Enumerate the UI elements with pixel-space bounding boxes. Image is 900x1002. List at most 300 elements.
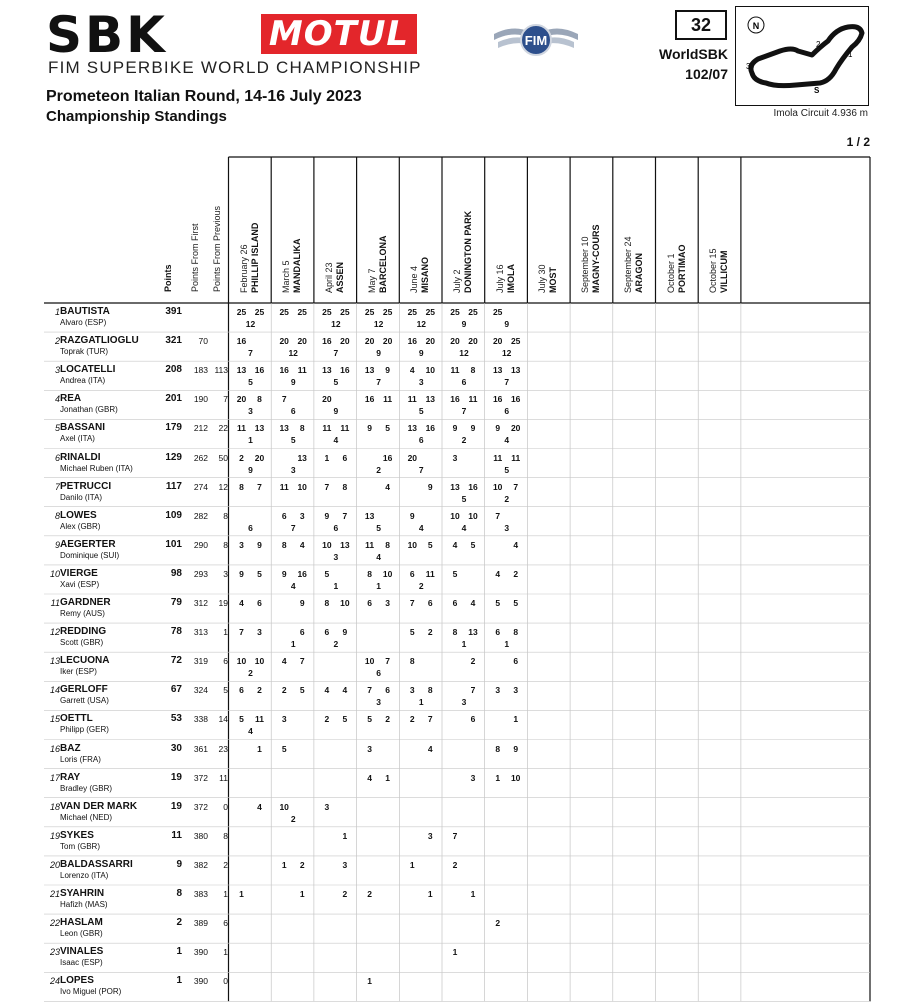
race-result-cell xyxy=(314,332,356,361)
race1-points: 2 xyxy=(239,452,244,463)
superpole-race-points: 6 xyxy=(290,406,296,417)
race1-points: 7 xyxy=(409,598,415,608)
race2-points: 11 xyxy=(340,423,350,434)
event-header xyxy=(239,223,261,293)
points-from-first: 372 xyxy=(193,801,208,812)
table-row xyxy=(46,390,226,419)
points-from-previous: 6 xyxy=(223,656,228,667)
series-name: WorldSBK xyxy=(659,46,728,62)
race1-points: 16 xyxy=(364,394,375,405)
race1-points: 6 xyxy=(239,685,244,696)
points-from-first: 262 xyxy=(193,452,208,463)
race1-points: 13 xyxy=(279,423,289,434)
race-result-cell xyxy=(357,419,399,448)
event-venue: PHILLIP ISLAND xyxy=(249,222,260,293)
race2-points: 10 xyxy=(510,772,521,783)
race2-points: 1 xyxy=(257,743,262,754)
points-from-previous: 113 xyxy=(214,365,228,376)
race2-points: 8 xyxy=(385,539,390,550)
race2-points: 6 xyxy=(470,714,476,725)
race2-points: 25 xyxy=(468,307,478,317)
points-from-first: 382 xyxy=(193,859,208,870)
race-result-cell xyxy=(442,856,484,885)
race1-points: 16 xyxy=(492,394,503,405)
race1-points: 1 xyxy=(281,859,287,870)
race2-points: 3 xyxy=(299,510,305,521)
superpole-race-points: 9 xyxy=(376,348,381,359)
race-result-cell xyxy=(229,332,271,361)
superpole-race-points: 4 xyxy=(418,522,424,533)
rider-position: 23 xyxy=(50,947,61,958)
event-venue: MANDALIKA xyxy=(292,238,303,293)
points-from-first: 312 xyxy=(193,598,208,608)
race1-points: 3 xyxy=(409,685,415,696)
rider-points: 101 xyxy=(165,538,182,550)
race1-points: 16 xyxy=(407,336,418,347)
race-result-cell xyxy=(442,449,484,478)
race1-points: 10 xyxy=(407,539,418,550)
track-map xyxy=(735,6,869,106)
rider-surname: BAZ xyxy=(60,742,81,754)
race2-points: 8 xyxy=(427,685,433,696)
race2-points: 7 xyxy=(513,481,519,492)
rider-position: 20 xyxy=(50,859,61,870)
rider-firstname-nation: Philipp (GER) xyxy=(60,725,109,735)
event-date: March 5 xyxy=(281,260,292,293)
race-result-cell xyxy=(314,361,356,390)
race1-points: 20 xyxy=(407,452,418,463)
superpole-race-points: 12 xyxy=(245,319,256,329)
race-result-cell xyxy=(314,507,356,536)
superpole-race-points: 12 xyxy=(331,319,341,329)
rider-position: 17 xyxy=(50,772,61,783)
race-result-cell xyxy=(314,856,356,885)
race-result-cell xyxy=(442,565,484,594)
race1-points: 3 xyxy=(367,743,372,754)
race-result-cell xyxy=(442,710,484,739)
race2-points: 9 xyxy=(513,743,519,754)
points-from-previous: 8 xyxy=(223,539,228,550)
race2-points: 4 xyxy=(427,743,433,754)
race-result-cell xyxy=(442,914,484,943)
race-result-cell xyxy=(357,565,399,594)
race-result-cell xyxy=(229,536,271,565)
rider-firstname-nation: Andrea (ITA) xyxy=(60,376,106,386)
race1-points: 7 xyxy=(367,685,372,696)
race-result-cell xyxy=(399,710,441,739)
points-from-first: 390 xyxy=(193,976,208,987)
race-result-cell xyxy=(485,507,527,536)
race2-points: 13 xyxy=(468,627,478,638)
race-result-cell xyxy=(314,710,356,739)
race-result-cell xyxy=(271,303,313,332)
race-result-cell xyxy=(357,594,399,623)
race2-points: 10 xyxy=(297,481,307,492)
race-result-cell xyxy=(485,681,527,710)
superpole-race-points: 7 xyxy=(461,406,467,417)
race-result-cell xyxy=(229,303,271,332)
event-date: September 24 xyxy=(622,236,633,293)
race-result-cell xyxy=(271,507,313,536)
superpole-race-points: 5 xyxy=(418,406,424,417)
race-result-cell xyxy=(442,943,484,972)
race-result-cell xyxy=(399,972,441,1001)
race-result-cell xyxy=(357,710,399,739)
race-result-cell xyxy=(442,594,484,623)
rider-firstname-nation: Garrett (USA) xyxy=(60,696,109,706)
event-venue: VILLICUM xyxy=(719,250,730,293)
race-result-cell xyxy=(271,914,313,943)
race1-points: 13 xyxy=(407,423,418,434)
table-row xyxy=(46,798,226,827)
page-number: 1 / 2 xyxy=(846,135,870,149)
rider-firstname-nation: Michael (NED) xyxy=(60,812,113,822)
race2-points: 1 xyxy=(342,830,348,841)
race2-points: 20 xyxy=(297,336,307,347)
rider-surname: VAN DER MARK xyxy=(60,800,138,812)
race-result-cell xyxy=(357,798,399,827)
race-result-cell xyxy=(229,507,271,536)
superpole-race-points: 6 xyxy=(376,668,381,679)
race-result-cell xyxy=(357,914,399,943)
superpole-race-points: 12 xyxy=(373,319,384,329)
points-from-first: 290 xyxy=(193,539,208,550)
rider-points: 19 xyxy=(170,800,182,812)
race1-points: 16 xyxy=(236,336,247,347)
race-result-cell xyxy=(271,361,313,390)
race-result-cell xyxy=(442,390,484,419)
sbk-logo-text: SBK xyxy=(46,6,168,64)
race-result-cell xyxy=(357,478,399,507)
document-number: 102/07 xyxy=(685,66,728,82)
superpole-race-points: 4 xyxy=(461,522,467,533)
rider-position: 16 xyxy=(50,743,61,754)
race-result-cell xyxy=(399,652,441,681)
points-from-first: 190 xyxy=(193,394,208,405)
race2-points: 1 xyxy=(427,889,433,899)
race-result-cell xyxy=(399,419,441,448)
superpole-race-points: 2 xyxy=(418,580,424,591)
race-result-cell xyxy=(485,798,527,827)
rider-surname: REA xyxy=(60,393,82,405)
rider-firstname-nation: Loris (FRA) xyxy=(60,754,101,764)
race2-points: 5 xyxy=(470,539,476,550)
event-venue: MAGNY-COURS xyxy=(591,224,602,293)
round-number: 32 xyxy=(675,10,727,40)
table-row xyxy=(46,478,226,507)
race1-points: 7 xyxy=(281,394,287,405)
race1-points: 6 xyxy=(281,510,287,521)
race-result-cell xyxy=(314,303,356,332)
points-from-previous: 8 xyxy=(223,510,228,521)
race-result-cell xyxy=(229,594,271,623)
points-from-first: 383 xyxy=(193,889,208,899)
superpole-race-points: 5 xyxy=(333,377,339,388)
race2-points: 25 xyxy=(425,307,436,317)
rider-firstname-nation: Leon (GBR) xyxy=(60,929,103,939)
race1-points: 4 xyxy=(239,598,244,608)
race2-points: 5 xyxy=(257,568,262,579)
race-result-cell xyxy=(357,885,399,914)
table-row xyxy=(46,943,226,972)
race1-points: 9 xyxy=(495,423,501,434)
race2-points: 16 xyxy=(340,365,350,376)
race1-points: 25 xyxy=(236,307,247,317)
race-result-cell xyxy=(229,681,271,710)
race-result-cell xyxy=(357,390,399,419)
race-result-cell xyxy=(271,943,313,972)
race2-points: 2 xyxy=(427,627,433,638)
race-result-cell xyxy=(399,478,441,507)
race-result-cell xyxy=(485,536,527,565)
race2-points: 9 xyxy=(342,627,348,638)
superpole-race-points: 6 xyxy=(418,435,424,446)
rider-surname: VIERGE xyxy=(60,567,98,579)
race2-points: 20 xyxy=(382,336,393,347)
race-result-cell xyxy=(271,710,313,739)
race1-points: 4 xyxy=(409,365,415,376)
superpole-race-points: 3 xyxy=(248,406,253,417)
race-result-cell xyxy=(399,885,441,914)
rider-points: 19 xyxy=(170,771,182,783)
race2-points: 1 xyxy=(470,889,476,899)
race1-points: 5 xyxy=(281,743,287,754)
rider-position: 21 xyxy=(50,889,61,899)
race-result-cell xyxy=(314,769,356,798)
race1-points: 13 xyxy=(322,365,332,376)
race1-points: 1 xyxy=(452,947,458,958)
race1-points: 8 xyxy=(367,568,372,579)
superpole-race-points: 6 xyxy=(504,406,510,417)
race1-points: 3 xyxy=(452,452,458,463)
rider-position: 10 xyxy=(50,568,61,579)
race1-points: 2 xyxy=(367,889,372,899)
fim-logo-icon xyxy=(490,20,582,60)
race1-points: 8 xyxy=(239,481,244,492)
superpole-race-points: 6 xyxy=(333,522,339,533)
rider-position: 18 xyxy=(50,801,61,812)
race2-points: 2 xyxy=(470,656,476,667)
race1-points: 11 xyxy=(322,423,332,434)
race-result-cell xyxy=(357,303,399,332)
race2-points: 10 xyxy=(254,656,265,667)
table-row xyxy=(46,740,226,769)
race1-points: 10 xyxy=(364,656,375,667)
points-from-first: 70 xyxy=(198,336,208,347)
superpole-race-points: 3 xyxy=(333,551,339,562)
race2-points: 5 xyxy=(342,714,348,725)
race2-points: 25 xyxy=(254,307,265,317)
race-result-cell xyxy=(357,623,399,652)
race-result-cell xyxy=(314,827,356,856)
table-row xyxy=(46,827,226,856)
race1-points: 4 xyxy=(367,772,372,783)
table-row xyxy=(46,332,226,361)
race-result-cell xyxy=(485,914,527,943)
race-result-cell xyxy=(314,623,356,652)
race-result-cell xyxy=(442,740,484,769)
race1-points: 5 xyxy=(324,568,330,579)
rider-firstname-nation: Danilo (ITA) xyxy=(60,492,103,502)
race2-points: 13 xyxy=(340,539,350,550)
rider-firstname-nation: Dominique (SUI) xyxy=(60,550,120,560)
race-result-cell xyxy=(399,623,441,652)
race1-points: 1 xyxy=(495,772,501,783)
race-result-cell xyxy=(271,332,313,361)
race-result-cell xyxy=(314,390,356,419)
superpole-race-points: 7 xyxy=(504,377,510,388)
event-header xyxy=(409,257,431,293)
race2-points: 6 xyxy=(513,656,519,667)
superpole-race-points: 3 xyxy=(418,377,424,388)
race2-points: 2 xyxy=(342,889,348,899)
race-result-cell xyxy=(314,419,356,448)
rider-position: 15 xyxy=(50,714,61,725)
race-result-cell xyxy=(314,681,356,710)
race1-points: 11 xyxy=(237,423,246,434)
event-date: July 2 xyxy=(452,269,462,293)
race-result-cell xyxy=(485,943,527,972)
superpole-race-points: 1 xyxy=(461,639,467,650)
race2-points: 8 xyxy=(513,627,519,638)
race1-points: 13 xyxy=(450,481,460,492)
rider-points: 78 xyxy=(170,626,182,638)
rider-position: 3 xyxy=(54,365,60,376)
race-result-cell xyxy=(442,681,484,710)
superpole-race-points: 3 xyxy=(290,464,296,475)
race-result-cell xyxy=(271,652,313,681)
race-result-cell xyxy=(485,710,527,739)
points-from-previous: 14 xyxy=(218,714,228,725)
event-header xyxy=(281,239,303,294)
race2-points: 6 xyxy=(427,598,433,608)
rider-points: 9 xyxy=(176,858,182,870)
race-result-cell xyxy=(442,361,484,390)
race-result-cell xyxy=(357,507,399,536)
race2-points: 25 xyxy=(297,307,307,317)
race1-points: 9 xyxy=(409,510,415,521)
superpole-race-points: 2 xyxy=(290,813,296,824)
race-result-cell xyxy=(271,769,313,798)
race2-points: 11 xyxy=(468,394,478,405)
race-result-cell xyxy=(314,449,356,478)
race1-points: 10 xyxy=(279,801,289,812)
race-result-cell xyxy=(229,769,271,798)
rider-surname: AEGERTER xyxy=(60,538,116,550)
event-header xyxy=(623,236,645,293)
race-result-cell xyxy=(442,827,484,856)
superpole-race-points: 6 xyxy=(248,522,253,533)
superpole-race-points: 1 xyxy=(333,580,339,591)
race2-points: 10 xyxy=(382,568,393,579)
race-result-cell xyxy=(442,798,484,827)
race-result-cell xyxy=(357,681,399,710)
rider-position: 7 xyxy=(54,481,60,492)
race1-points: 6 xyxy=(324,627,330,638)
points-from-previous: 1 xyxy=(223,947,228,958)
race2-points: 10 xyxy=(468,510,478,521)
race1-points: 10 xyxy=(492,481,503,492)
event-venue: MISANO xyxy=(420,257,431,293)
points-from-previous: 0 xyxy=(223,801,228,812)
race2-points: 7 xyxy=(385,656,390,667)
race-result-cell xyxy=(229,972,271,1001)
table-row xyxy=(46,303,226,332)
race-result-cell xyxy=(485,390,527,419)
race2-points: 4 xyxy=(257,801,262,812)
start-label: S xyxy=(814,86,820,95)
race-result-cell xyxy=(271,623,313,652)
race2-points: 16 xyxy=(510,394,521,405)
race-result-cell xyxy=(229,740,271,769)
points-from-previous: 19 xyxy=(218,598,228,608)
race-result-cell xyxy=(357,856,399,885)
rider-points: 321 xyxy=(165,335,182,347)
table-row xyxy=(46,507,226,536)
rider-surname: SYKES xyxy=(60,829,94,841)
race1-points: 3 xyxy=(495,685,501,696)
table-row xyxy=(46,419,226,448)
race-result-cell xyxy=(229,798,271,827)
race-result-cell xyxy=(229,652,271,681)
race1-points: 3 xyxy=(281,714,287,725)
race2-points: 20 xyxy=(425,336,436,347)
rider-points: 129 xyxy=(165,451,182,463)
superpole-race-points: 9 xyxy=(504,319,510,329)
superpole-race-points: 2 xyxy=(461,435,467,446)
rider-position: 24 xyxy=(50,976,61,987)
table-row xyxy=(46,885,226,914)
event-date: September 10 xyxy=(580,236,591,293)
rider-position: 12 xyxy=(50,627,61,638)
rider-points: 179 xyxy=(165,422,182,434)
race1-points: 16 xyxy=(322,336,332,347)
points-from-previous: 5 xyxy=(223,685,228,696)
race2-points: 8 xyxy=(342,481,348,492)
points-from-previous: 6 xyxy=(223,918,228,929)
rider-points: 72 xyxy=(170,655,182,667)
rider-points: 1 xyxy=(176,946,182,958)
race2-points: 2 xyxy=(385,714,390,725)
rider-surname: LECUONA xyxy=(60,655,110,667)
race2-points: 7 xyxy=(427,714,433,725)
table-row xyxy=(46,623,226,652)
rider-points: 201 xyxy=(165,393,182,405)
rider-surname: LOCATELLI xyxy=(60,364,116,376)
col-header-points: Points xyxy=(163,264,173,292)
race1-points: 5 xyxy=(367,714,372,725)
race-result-cell xyxy=(357,449,399,478)
superpole-race-points: 5 xyxy=(290,435,296,446)
race2-points: 25 xyxy=(340,307,350,317)
superpole-race-points: 4 xyxy=(248,726,253,737)
table-row xyxy=(46,565,226,594)
table-row xyxy=(46,449,226,478)
race-result-cell xyxy=(271,594,313,623)
race1-points: 13 xyxy=(492,365,503,376)
race2-points: 6 xyxy=(342,452,348,463)
race-result-cell xyxy=(357,943,399,972)
race1-points: 11 xyxy=(279,481,289,492)
race2-points: 13 xyxy=(297,452,307,463)
points-from-previous: 1 xyxy=(223,889,228,899)
race1-points: 2 xyxy=(281,685,287,696)
table-row xyxy=(46,769,226,798)
race1-points: 2 xyxy=(324,714,330,725)
race2-points: 7 xyxy=(257,481,262,492)
race-result-cell xyxy=(229,885,271,914)
rider-surname: BASSANI xyxy=(60,422,106,434)
